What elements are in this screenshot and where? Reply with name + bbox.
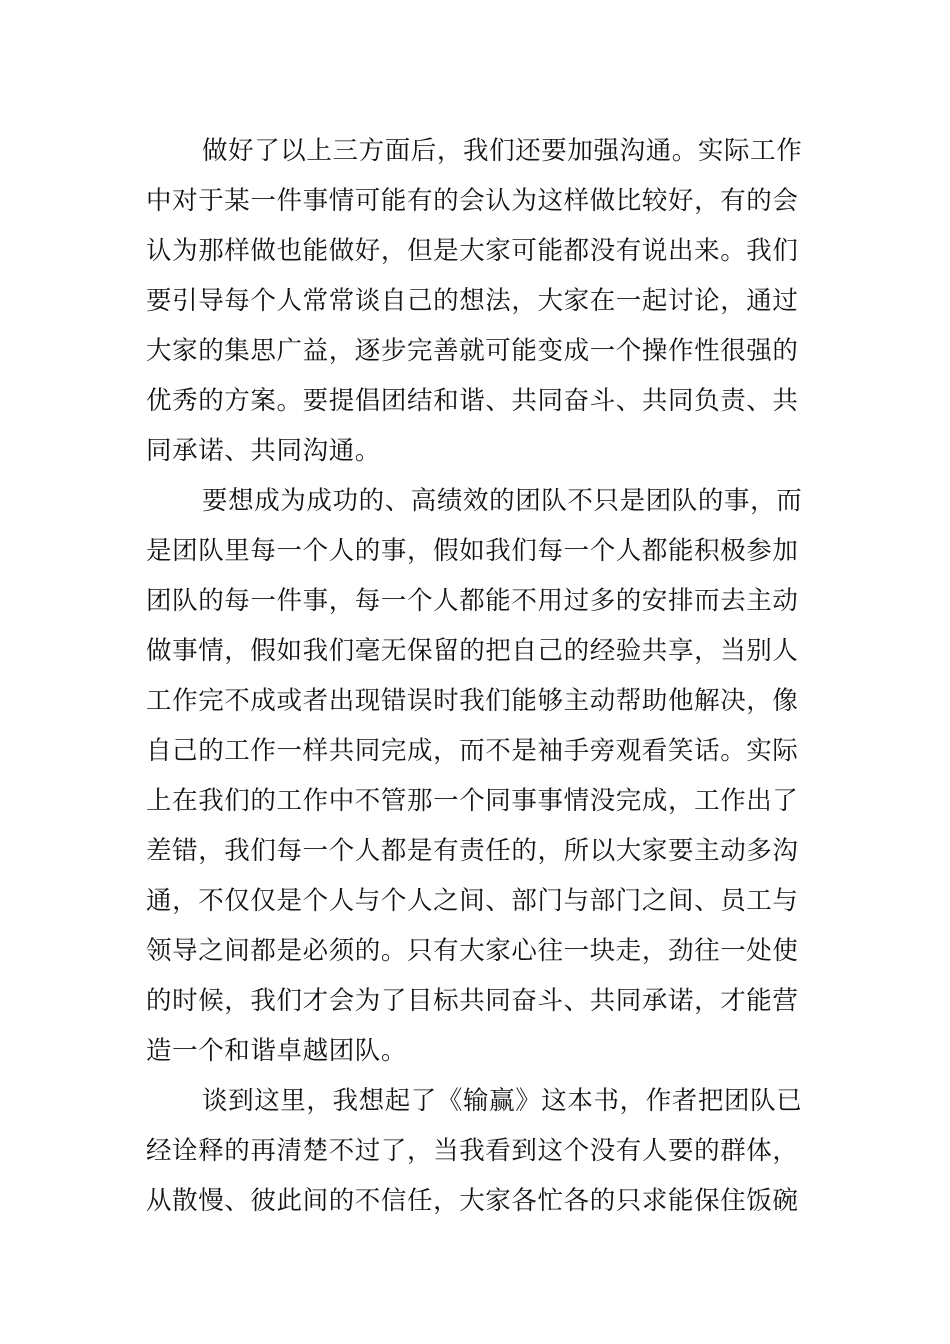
text-line: 认为那样做也能做好，但是大家可能都没有说出来。我们 <box>146 236 799 266</box>
text-line: 要想成为成功的、高绩效的团队不只是团队的事，而 <box>202 486 803 516</box>
text-line: 的时候，我们才会为了目标共同奋斗、共同承诺，才能营 <box>146 986 799 1016</box>
text-line: 差错，我们每一个人都是有责任的，所以大家要主动多沟 <box>146 836 799 866</box>
text-line: 造一个和谐卓越团队。 <box>146 1036 408 1066</box>
text-line: 做好了以上三方面后，我们还要加强沟通。实际工作 <box>202 136 803 166</box>
text-line: 同承诺、共同沟通。 <box>146 436 381 466</box>
text-line: 中对于某一件事情可能有的会认为这样做比较好，有的会 <box>146 186 799 216</box>
text-line: 要引导每个人常常谈自己的想法，大家在一起讨论，通过 <box>146 286 799 316</box>
text-line: 做事情，假如我们毫无保留的把自己的经验共享，当别人 <box>146 636 799 666</box>
text-line: 大家的集思广益，逐步完善就可能变成一个操作性很强的 <box>146 336 799 366</box>
body-text <box>146 126 816 1226</box>
text-line: 从散慢、彼此间的不信任，大家各忙各的只求能保住饭碗 <box>146 1186 799 1216</box>
paragraph <box>146 476 816 1076</box>
text-line: 通，不仅仅是个人与个人之间、部门与部门之间、员工与 <box>146 886 799 916</box>
text-line: 上在我们的工作中不管那一个同事事情没完成，工作出了 <box>146 786 799 816</box>
paragraph <box>146 126 816 476</box>
text-line: 是团队里每一个人的事，假如我们每一个人都能积极参加 <box>146 536 799 566</box>
text-line: 团队的每一件事，每一个人都能不用过多的安排而去主动 <box>146 586 799 616</box>
paragraph <box>146 1076 816 1226</box>
text-line: 领导之间都是必须的。只有大家心往一块走，劲往一处使 <box>146 936 799 966</box>
text-line: 自己的工作一样共同完成，而不是袖手旁观看笑话。实际 <box>146 736 799 766</box>
text-line: 经诠释的再清楚不过了，当我看到这个没有人要的群体， <box>146 1136 799 1166</box>
text-line: 谈到这里，我想起了《输赢》这本书，作者把团队已 <box>202 1086 803 1116</box>
text-line: 优秀的方案。要提倡团结和谐、共同奋斗、共同负责、共 <box>146 386 799 416</box>
text-line: 工作完不成或者出现错误时我们能够主动帮助他解决，像 <box>146 686 799 716</box>
